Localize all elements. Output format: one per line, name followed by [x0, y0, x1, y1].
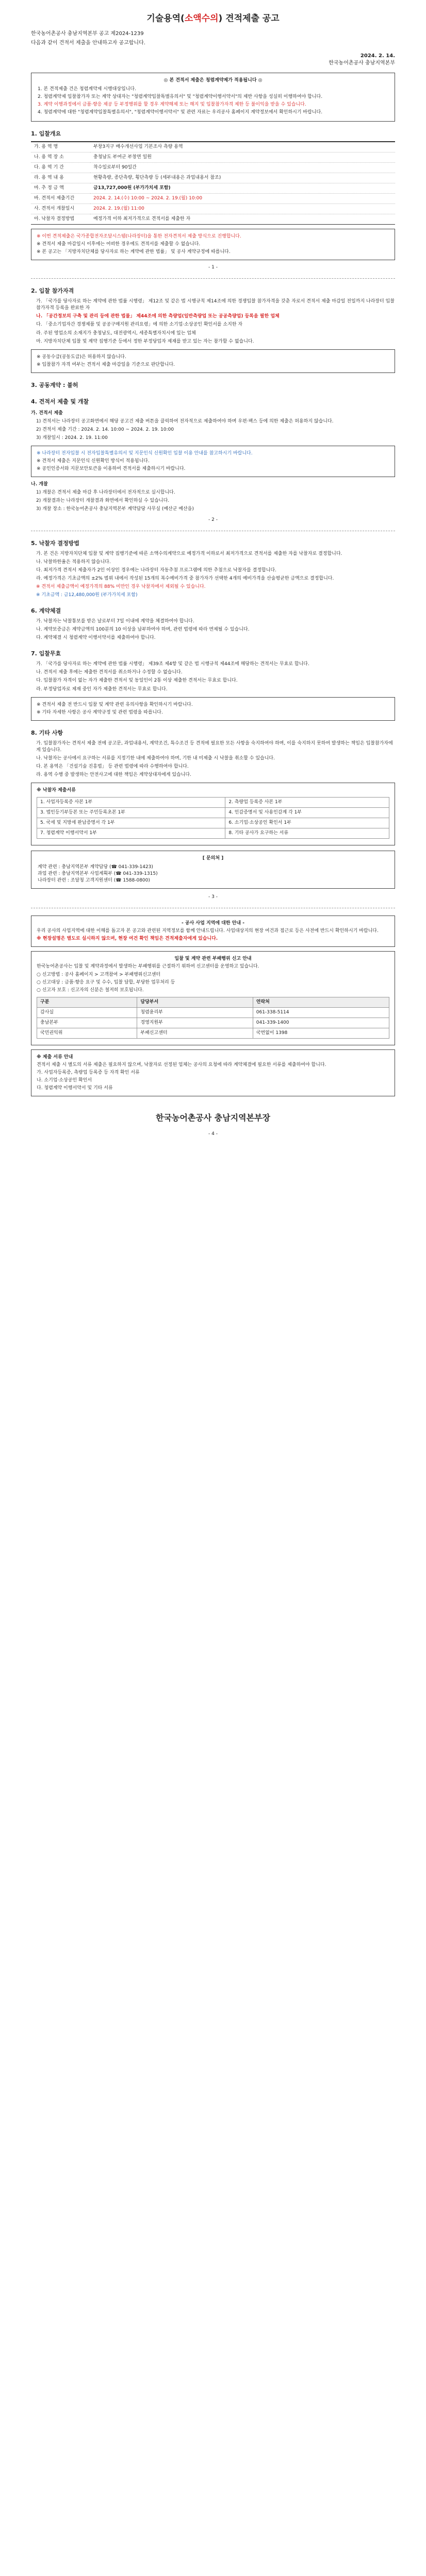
checklist-item: 8. 기타 공사가 요구하는 서류 [225, 828, 389, 839]
table-row [31, 194, 395, 204]
document-guide-box [31, 1049, 395, 1096]
date-line [31, 53, 395, 67]
row-value: 예정가격 이하 최저가격으로 견적서를 제출한 자 [90, 214, 395, 225]
report-line: ○ 신고자 보호 : 신고자의 신분은 철저히 보호됩니다. [37, 987, 144, 993]
site-info-warning: ※ 현장설명은 별도로 실시하지 않으며, 현장 여건 확인 책임은 견적제출자에게 있습니다. [37, 936, 218, 942]
row-value: 2024. 2. 14.(수) 10:00 ~ 2024. 2. 19.(월) 10:00 [90, 194, 395, 204]
paragraph: 라. 예정가격은 기초금액의 ±2% 범위 내에서 작성된 15개의 복수예비가격 중 참가자가 선택한 4개의 예비가격을 산술평균한 금액으로 결정합니다. [36, 576, 334, 582]
paragraph: 나. 계약보증금은 계약금액의 100분의 10 이상을 납부하여야 하며, 관련 법령에 따라 면제될 수 있습니다. [36, 627, 250, 633]
page-number: - 1 - [208, 265, 218, 270]
checklist-table [37, 797, 389, 839]
row-value: 착수일로부터 90일간 [90, 162, 395, 173]
contact-line: 과업 관련 : 충남지역본부 사업계획부 (☎ 041-339-1315) [38, 871, 158, 877]
guide-line: 나. 소기업·소상공인 확인서 [37, 1077, 92, 1083]
paragraph: 가. 본 건은 지방자치단체 입찰 및 계약 집행기준에 따른 소액수의계약으로 예정가격 이하로서 최저가격으로 견적서를 제출한 자를 낙찰자로 결정합니다. [36, 551, 342, 557]
row-key: 바. 견적서 제출기간 [31, 194, 90, 204]
page-number: - 3 - [208, 894, 218, 900]
row-key: 가. 용 역 명 [31, 142, 90, 152]
checklist-item: 4. 인감증명서 및 사용인감계 각 1부 [225, 807, 389, 818]
paragraph: ※ 견적서 제출금액이 예정가격의 88% 미만인 경우 낙찰자에서 제외될 수 있습니다. [36, 584, 206, 590]
contact-box [31, 851, 395, 889]
row-key: 다. 용 역 기 간 [31, 162, 90, 173]
note-line: ※ 나라장터 전자입찰 시 전자입찰특별유의서 및 지문인식 신원확인 입찰 이용 안내를 참고하시기 바랍니다. [37, 450, 253, 456]
integrity-notice-heading: ◎ 본 견적서 제출은 청렴계약제가 적용됩니다 ◎ [163, 77, 263, 83]
checklist-item: 1. 사업자등록증 사본 1부 [37, 797, 225, 807]
row-key: 사. 견적서 개찰일시 [31, 204, 90, 214]
integrity-line: 1. 본 견적제출 건은 청렴계약제 시행대상입니다. [38, 86, 136, 92]
paragraph: 라. 부정당업자로 제재 중인 자가 제출한 견적서는 무효로 합니다. [36, 686, 168, 692]
paragraph: 나. 「공간정보의 구축 및 관리 등에 관한 법률」 제44조에 의한 측량업(일반측량업 또는 공공측량업) 등록을 필한 업체 [36, 314, 280, 319]
table-cell: 충남본부 [37, 1018, 137, 1028]
table-header: 연락처 [253, 997, 389, 1007]
document-title: 기술용역(소액수의) 견적제출 공고 [146, 13, 280, 24]
page-number: - 2 - [208, 517, 218, 523]
integrity-notice-box [31, 73, 395, 122]
integrity-line: 3. 계약 이행과정에서 금품·향응 제공 등 부정행위를 할 경우 계약해제 또는 해지 및 입찰참가자격 제한 등 불이익을 받을 수 있습니다. [38, 101, 306, 107]
table-row [37, 797, 389, 807]
table-cell: 국민권익위 [37, 1028, 137, 1038]
paragraph: 다. 입찰참가 자격이 없는 자가 제출한 견적서 및 동일인이 2통 이상 제출한 견적서는 무효로 합니다. [36, 678, 238, 684]
integrity-line: 2. 청렴계약제 입찰참가자 또는 계약 상대자는 "청렴계약입찰특별유의서" 및 "청렴계약이행서약서"의 제반 사항을 성실히 이행하여야 합니다. [38, 94, 323, 99]
table-row [37, 1018, 389, 1028]
guide-line: 가. 사업자등록증, 측량업 등록증 등 자격 확인 서류 [37, 1070, 140, 1075]
note-line: ※ 견적서 제출 전 반드시 입찰 및 계약 관련 유의사항을 확인하시기 바랍니다. [37, 702, 193, 707]
paragraph: 나. 낙찰하한율은 적용하지 않습니다. [36, 560, 111, 565]
row-value: 충청남도 부여군 부창면 일원 [90, 152, 395, 162]
paragraph: 라. 주된 영업소의 소재지가 충청남도, 대전광역시, 세종특별자치시에 있는 업체 [36, 330, 196, 336]
note-line: ※ 입찰참가 자격 여부는 견적서 제출 마감일을 기준으로 판단합니다. [37, 362, 175, 367]
paragraph: 다. 「중소기업자간 경쟁제품 및 공공구매지원 관리요령」에 의한 소기업·소상공인 확인서를 소지한 자 [36, 322, 243, 328]
table-row [37, 807, 389, 818]
checklist-item: 5. 국세 및 지방세 완납증명서 각 1부 [37, 818, 225, 828]
guide-heading: ※ 제출 서류 안내 [37, 1054, 73, 1060]
paragraph: 다. 본 용역은 「건설기술 진흥법」 등 관련 법령에 따라 수행하여야 합니다. [36, 764, 189, 769]
section-heading: 3. 공동계약 : 불허 [31, 381, 78, 388]
intro-text: 다음과 같이 견적서 제출을 안내하고자 공고합니다. [31, 40, 145, 46]
bid-note-box [31, 446, 395, 477]
paragraph: 다. 계약체결 시 청렴계약 이행서약서를 제출하여야 합니다. [36, 635, 156, 641]
table-row [37, 1007, 389, 1018]
paragraph: 3) 개찰일시 : 2024. 2. 19. 11:00 [36, 435, 108, 440]
note-line: ※ 기타 자세한 사항은 공사 계약규정 및 관련 법령을 따릅니다. [37, 709, 163, 715]
subheading: 나. 개찰 [31, 481, 48, 487]
paragraph: 나. 낙찰자는 공사에서 요구하는 서류를 지정기한 내에 제출하여야 하며, 기한 내 미제출 시 낙찰을 취소할 수 있습니다. [36, 755, 275, 761]
integrity-line: 4. 청렴계약에 대한 "청렴계약입찰특별유의서", "청렴계약이행서약서" 및 관련 자료는 우리공사 홈페이지 계약정보에서 확인하시기 바랍니다. [38, 109, 323, 115]
note-line: ※ 본 공고는 「지방자치단체를 당사자로 하는 계약에 관한 법률」 및 공사 계약규정에 따릅니다. [37, 249, 231, 255]
checklist-item: 3. 법인등기부등본 또는 주민등록초본 1부 [37, 807, 225, 818]
row-value: 현황측량, 종단측량, 횡단측량 등 (세부내용은 과업내용서 참조) [90, 173, 395, 183]
section-heading: 4. 견적서 제출 및 개찰 [31, 398, 89, 405]
invalid-note-box [31, 697, 395, 721]
table-cell: 청렴윤리부 [137, 1007, 253, 1018]
report-contact-table [37, 997, 389, 1039]
table-row [31, 204, 395, 214]
table-row [37, 1028, 389, 1038]
report-line: ○ 신고방법 : 공사 홈페이지 > 고객참여 > 부패행위신고센터 [37, 972, 161, 977]
notice-number: 한국농어촌공사 충남지역본부 공고 제2024-1239 [31, 30, 144, 37]
paragraph: 가. 「국가를 당사자로 하는 계약에 관한 법률 시행령」 제12조 및 같은 법 시행규칙 제14조에 의한 경쟁입찰 참가자격을 갖춘 자로서 견적서 제출 마감일 전일까지 나라장터 입찰참가자격 등록을 완료한 자 [36, 299, 395, 311]
contact-line: 나라장터 관련 : 조달청 고객지원센터 (☎ 1588-0800) [38, 878, 150, 884]
site-info-heading: - 공사 사업 지역에 대한 안내 - [182, 921, 244, 926]
issuing-org: 한국농어촌공사 충남지역본부 [329, 60, 395, 66]
submission-checklist-box [31, 783, 395, 845]
table-row [31, 173, 395, 183]
checklist-item: 6. 소기업·소상공인 확인서 1부 [225, 818, 389, 828]
contact-heading: [ 문의처 ] [202, 856, 224, 861]
page-divider [31, 278, 395, 279]
document-page [0, 0, 426, 1151]
table-cell: 경영지원부 [137, 1018, 253, 1028]
paragraph: 2) 개찰결과는 나라장터 개찰결과 화면에서 확인하실 수 있습니다. [36, 498, 170, 503]
paragraph: 다. 최저가격 견적서 제출자가 2인 이상인 경우에는 나라장터 자동추첨 프로그램에 의한 추첨으로 낙찰자를 결정합니다. [36, 568, 276, 573]
row-key: 아. 낙찰자 결정방법 [31, 214, 90, 225]
notice-date: 2024. 2. 14. [360, 53, 395, 59]
section-heading: 6. 계약체결 [31, 607, 61, 615]
site-info-text: 우리 공사의 사업지역에 대한 이해를 돕고자 본 공고와 관련된 지역정보를 함께 안내드립니다. 사업대상지의 현장 여건과 접근로 등은 사전에 반드시 확인하시기 바랍니다. [37, 928, 379, 934]
section-heading: 1. 입찰개요 [31, 130, 61, 137]
row-value: 금13,727,000원 (부가가치세 포함) [90, 183, 395, 194]
checklist-item: 2. 측량업 등록증 사본 1부 [225, 797, 389, 807]
paragraph: 가. 낙찰자는 낙찰통보를 받은 날로부터 7일 이내에 계약을 체결하여야 합니다. [36, 619, 194, 624]
site-info-box [31, 916, 395, 947]
paragraph: ※ 기초금액 : 금12,480,000원 (부가가치세 포함) [36, 592, 138, 598]
table-cell: 감사실 [37, 1007, 137, 1018]
table-row [37, 818, 389, 828]
report-heading: 입찰 및 계약 관련 부패행위 신고 안내 [174, 956, 252, 962]
row-key: 마. 추 정 금 액 [31, 183, 90, 194]
table-cell: 국번없이 1398 [253, 1028, 389, 1038]
table-row [31, 152, 395, 162]
row-key: 라. 용 역 내 용 [31, 173, 90, 183]
paragraph: 마. 지방자치단체 입찰 및 계약 집행기준 등에서 정한 부정당업자 제재를 받고 있는 자는 참가할 수 없습니다. [36, 338, 254, 344]
paragraph: 가. 입찰참가자는 견적서 제출 전에 공고문, 과업내용서, 계약조건, 특수조건 등 견적에 필요한 모든 사항을 숙지하여야 하며, 이를 숙지하지 못하여 발생하는 책임은 입찰참가자에게 있습니다. [36, 740, 393, 753]
page-number: - 4 - [208, 1131, 218, 1137]
report-line: 한국농어촌공사는 입찰 및 계약과정에서 발생하는 부패행위를 근절하기 위하여 신고센터를 운영하고 있습니다. [37, 964, 259, 970]
paragraph: 가. 「국가를 당사자로 하는 계약에 관한 법률 시행령」 제39조 제4항 및 같은 법 시행규칙 제44조에 해당하는 견적서는 무효로 합니다. [36, 662, 309, 667]
table-cell: 부패신고센터 [137, 1028, 253, 1038]
table-row [31, 214, 395, 225]
table-row [37, 828, 389, 839]
paragraph: 1) 견적서는 나라장터 공고화면에서 해당 공고건 제출 버튼을 클릭하여 전자적으로 제출하여야 하며 우편·팩스 등에 의한 제출은 허용하지 않습니다. [36, 418, 334, 424]
section-heading: 5. 낙찰자 결정방법 [31, 540, 79, 547]
note-line: ※ 이번 견적제출은 국가종합전자조달시스템(나라장터)을 통한 전자견적서 제출 방식으로 진행합니다. [37, 234, 241, 240]
guide-line: 견적서 제출 시 별도의 서류 제출은 필요하지 않으며, 낙찰자로 선정된 업체는 공사의 요청에 따라 계약체결에 필요한 서류를 제출하여야 합니다. [37, 1062, 326, 1067]
table-row [31, 142, 395, 152]
paragraph: 나. 견적서 제출 후에는 제출한 견적서를 취소하거나 수정할 수 없습니다. [36, 670, 183, 675]
paragraph: 라. 용역 수행 중 발생하는 안전사고에 대한 책임은 계약상대자에게 있습니다. [36, 772, 191, 777]
note-line: ※ 견적서 제출은 지문인식 신원확인 방식이 적용됩니다. [37, 458, 150, 464]
section-heading: 7. 입찰무효 [31, 650, 61, 657]
overview-table [31, 141, 395, 225]
guide-line: 다. 청렴계약 이행서약서 및 기타 서류 [37, 1086, 113, 1091]
row-key: 나. 용 역 장 소 [31, 152, 90, 162]
contact-line: 계약 관련 : 충남지역본부 계약담당 (☎ 041-339-1423) [38, 865, 153, 870]
table-row [31, 183, 395, 194]
footer-organization: 한국농어촌공사 충남지역본부장 [156, 1113, 270, 1123]
paragraph: 3) 개찰 장소 : 한국농어촌공사 충남지역본부 계약담당 사무실 (예산군 예산읍) [36, 506, 194, 512]
table-header: 구분 [37, 997, 137, 1007]
section-heading: 8. 기타 사항 [31, 729, 63, 736]
table-header: 담당부서 [137, 997, 253, 1007]
note-line: ※ 공동수급(공동도급)은 허용하지 않습니다. [37, 354, 126, 360]
table-cell: 061-338-5114 [253, 1007, 389, 1018]
overview-note-box [31, 229, 395, 260]
table-cell: 041-339-1400 [253, 1018, 389, 1028]
qualification-note-box [31, 349, 395, 373]
corruption-report-box [31, 951, 395, 1045]
paragraph: 1) 개찰은 견적서 제출 마감 후 나라장터에서 전자적으로 실시합니다. [36, 489, 175, 495]
report-line: ○ 신고대상 : 금품·향응 요구 및 수수, 입찰 담합, 부당한 업무처리 등 [37, 979, 175, 985]
checklist-item: 7. 청렴계약 이행서약서 1부 [37, 828, 225, 839]
subheading: 가. 견적서 제출 [31, 410, 63, 416]
row-value: 부창3지구 배수개선사업 기본조사 측량 용역 [90, 142, 395, 152]
checklist-title: ※ 낙찰자 제출서류 [37, 787, 76, 793]
note-line: ※ 공인인증서와 지문보안토큰을 이용하여 견적서를 제출하시기 바랍니다. [37, 466, 186, 471]
row-value: 2024. 2. 19.(월) 11:00 [90, 204, 395, 214]
table-row [31, 162, 395, 173]
note-line: ※ 견적서 제출 마감일시 이후에는 어떠한 경우에도 견적서를 제출할 수 없습니다. [37, 242, 201, 247]
paragraph: 2) 견적서 제출 기간 : 2024. 2. 14. 10:00 ~ 2024. 2. 19. 10:00 [36, 427, 174, 432]
section-heading: 2. 입찰 참가자격 [31, 287, 74, 295]
